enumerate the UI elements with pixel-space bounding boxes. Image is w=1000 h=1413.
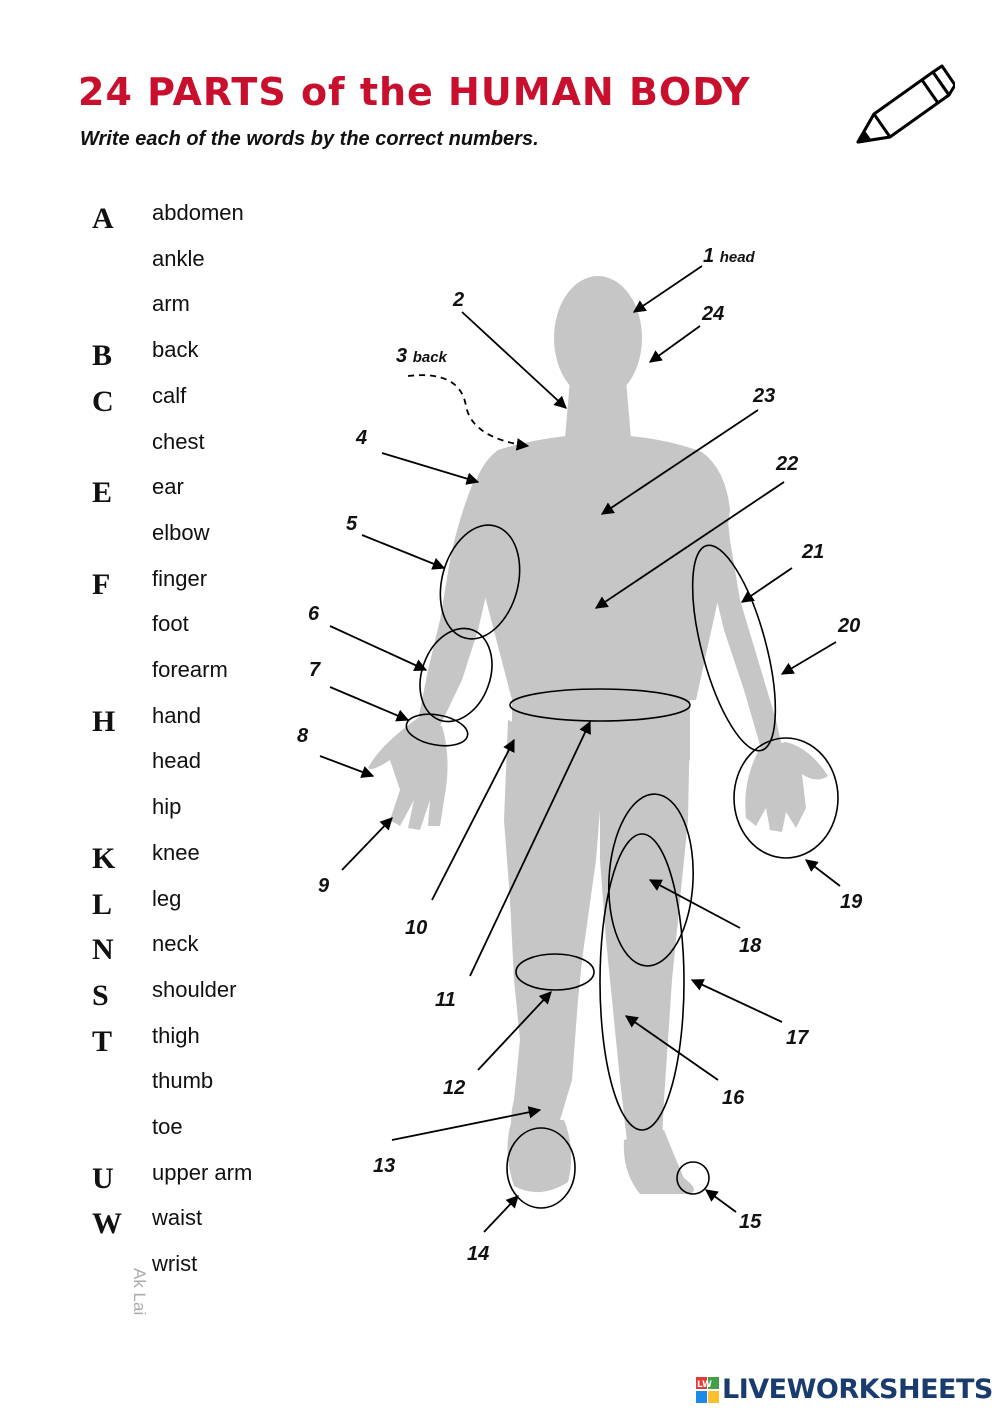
word-item: thumb — [152, 1068, 214, 1094]
label-7: 7 — [309, 659, 321, 681]
word-item: elbow — [152, 519, 210, 545]
word-item: neck — [152, 931, 199, 957]
index-letter: F — [92, 567, 111, 601]
instructions: Write each of the words by the correct numbers. — [80, 128, 539, 150]
word-item: thigh — [152, 1022, 200, 1048]
svg-text:LW: LW — [697, 1380, 712, 1390]
label-21: 21 — [802, 541, 825, 563]
word-item: ankle — [152, 245, 205, 271]
index-letter: C — [92, 384, 114, 418]
label-13: 13 — [373, 1155, 396, 1177]
word-item: finger — [152, 565, 208, 591]
index-letter: K — [92, 841, 116, 875]
word-item: upper arm — [152, 1159, 253, 1185]
word-item: toe — [152, 1114, 183, 1139]
label-9: 9 — [318, 875, 330, 897]
label-12: 12 — [443, 1077, 466, 1099]
word-item: knee — [152, 839, 200, 865]
word-item: head — [152, 748, 201, 774]
label-18: 18 — [739, 935, 762, 957]
index-letter: W — [92, 1207, 122, 1241]
label-5: 5 — [346, 513, 358, 535]
label-17: 17 — [786, 1027, 809, 1049]
label-3: 3 back — [396, 345, 447, 367]
word-item: shoulder — [152, 976, 237, 1002]
watermark: Ak Lai — [130, 1268, 149, 1316]
index-letter: S — [92, 978, 109, 1012]
label-16: 16 — [722, 1087, 745, 1109]
label-4: 4 — [356, 427, 368, 449]
label-23: 23 — [753, 385, 776, 407]
index-letter: B — [92, 339, 113, 373]
index-letter: L — [92, 887, 113, 921]
word-item: back — [152, 337, 199, 363]
index-letter: A — [92, 202, 114, 235]
index-letter: N — [92, 933, 114, 967]
index-letter: H — [92, 704, 116, 738]
word-item: hand — [152, 702, 201, 728]
word-item: ear — [152, 474, 184, 500]
brand-name: LIVEWORKSHEETS — [722, 1374, 993, 1405]
word-item: leg — [152, 885, 182, 911]
label-24: 24 — [702, 303, 725, 325]
label-10: 10 — [405, 917, 428, 939]
word-item: waist — [152, 1205, 203, 1231]
word-item: wrist — [152, 1251, 198, 1277]
index-letter: T — [92, 1024, 113, 1058]
index-letter: U — [92, 1161, 114, 1195]
liveworksheets-logo-icon — [696, 1373, 720, 1407]
label-2: 2 — [453, 289, 465, 311]
word-item: forearm — [152, 657, 228, 682]
label-8: 8 — [297, 725, 309, 747]
body-silhouette — [368, 276, 828, 1194]
word-item: chest — [152, 428, 205, 454]
label-22: 22 — [776, 453, 799, 475]
label-11: 11 — [435, 989, 456, 1011]
word-item: calf — [152, 382, 187, 408]
label-15: 15 — [739, 1211, 762, 1233]
word-item: abdomen — [152, 200, 244, 225]
index-letter: E — [92, 476, 113, 510]
label-1: 1 head — [703, 245, 755, 267]
label-14: 14 — [467, 1243, 490, 1265]
page-title: 24 PARTS of the HUMAN BODY — [78, 70, 751, 114]
word-item: foot — [152, 611, 189, 637]
label-19: 19 — [840, 891, 863, 913]
label-20: 20 — [838, 615, 861, 637]
word-item: hip — [152, 794, 182, 820]
word-item: arm — [152, 291, 190, 317]
label-6: 6 — [308, 603, 320, 625]
